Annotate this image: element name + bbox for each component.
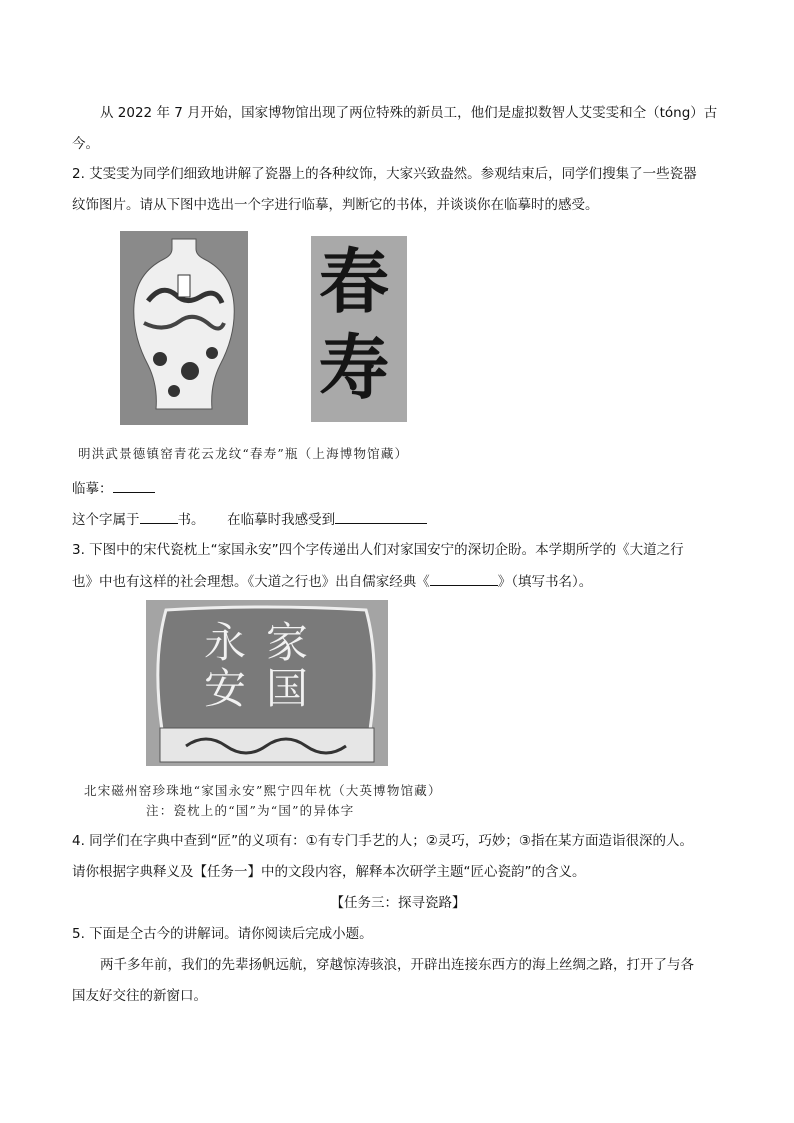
vase-photo: [120, 231, 248, 425]
seal-char-chun: 春: [319, 240, 389, 323]
pillow-note: 注：瓷枕上的“国”为“国”的异体字: [146, 803, 355, 818]
script-label-a: 这个字属于: [72, 512, 140, 528]
feel-blank[interactable]: [335, 509, 427, 524]
copy-line: [72, 478, 724, 499]
q3-line-2a: 也》中也有这样的社会理想。《大道之行也》出自儒家经典《: [72, 574, 430, 590]
vase-caption: 明洪武景德镇窑青花云龙纹“春寿”瓶（上海博物馆藏）: [78, 446, 409, 461]
pillow-char-yong: 永: [204, 618, 247, 667]
q5-para-line-2: 国友好交往的新窗口。: [72, 988, 207, 1004]
task3-heading: 【任务三：探寻瓷路】: [330, 895, 466, 911]
script-blank[interactable]: [140, 509, 178, 524]
q3-line-1: 3. 下图中的宋代瓷枕上“家国永安”四个字传递出人们对家国安宁的深切企盼。本学期所学的《大道之行: [72, 542, 684, 558]
seal-characters-photo: [311, 236, 407, 422]
seal-char-shou: 寿: [319, 326, 389, 409]
copy-label: 临摹：: [72, 481, 113, 497]
script-feel-line: [72, 509, 724, 530]
intro-line-1: 从 2022 年 7 月开始，国家博物馆出现了两位特殊的新员工，他们是虚拟数智人艾雯雯和仝（tóng）古: [100, 105, 718, 121]
intro-line-2: 今。: [72, 136, 99, 152]
book-title-blank[interactable]: [430, 571, 498, 586]
q4-line-1: 4. 同学们在字典中查到“匠”的义项有：①有专门手艺的人；②灵巧，巧妙；③指在某方面造诣很深的人。: [72, 833, 693, 849]
q4-line-2: 请你根据字典释义及【任务一】中的文段内容，解释本次研学主题“匠心瓷韵”的含义。: [72, 864, 586, 880]
pillow-char-an: 安: [204, 664, 247, 713]
q2-line-2: 纹饰图片。请从下图中选出一个字进行临摹，判断它的书体，并谈谈你在临摹时的感受。: [72, 197, 599, 213]
pillow-photo: [146, 600, 388, 766]
feel-label: 在临摹时我感受到: [227, 512, 336, 528]
q2-line-1: 2. 艾雯雯为同学们细致地讲解了瓷器上的各种纹饰，大家兴致盎然。参观结束后，同学们搜集了一些瓷器: [72, 166, 697, 182]
pillow-caption: 北宋磁州窑珍珠地“家国永安”熙宁四年枕（大英博物馆藏）: [84, 783, 442, 798]
script-label-b: 书。: [177, 512, 205, 528]
pillow-char-guo: 国: [266, 664, 309, 713]
q5-line-1: 5. 下面是仝古今的讲解词。请你阅读后完成小题。: [72, 926, 373, 942]
pillow-char-jia: 家: [266, 618, 309, 667]
q5-para-line-1: 两千多年前，我们的先辈扬帆远航，穿越惊涛骇浪，开辟出连接东西方的海上丝绸之路，打开了与各: [100, 957, 694, 973]
q3-line-2b: 》（填写书名）。: [497, 574, 593, 590]
copy-blank[interactable]: [113, 478, 155, 493]
q3-line-2: [72, 571, 724, 592]
